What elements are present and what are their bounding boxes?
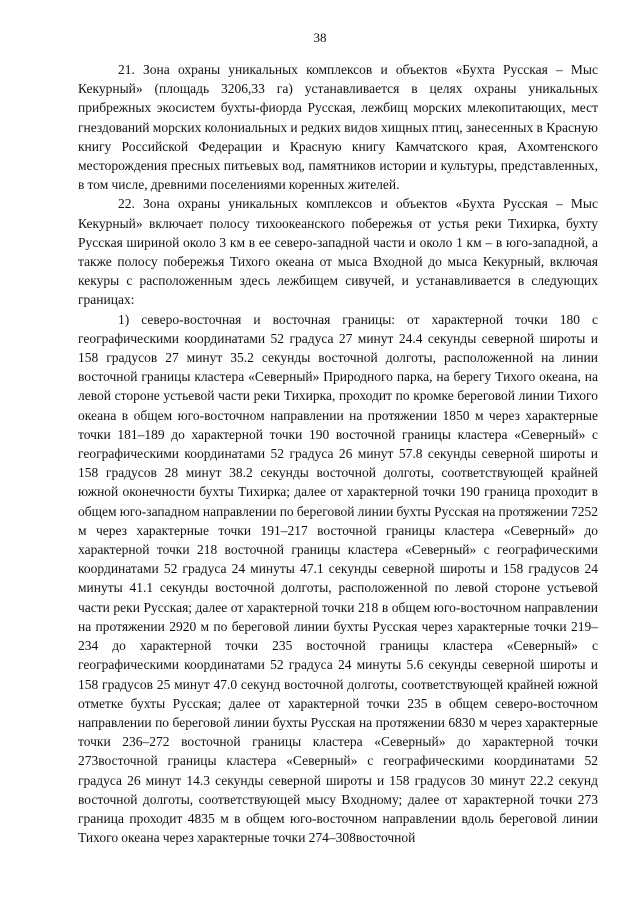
page-number: 38: [313, 30, 327, 45]
paragraph-zone-21: 21. Зона охраны уникальных комплексов и объектов «Бухта Русская – Мыс Кекурный» (площадь 3206,33 га) устанавливается в целях охраны уникальных прибрежных экосистем бухты-фиорда Русская, лежбищ морских млекопитающих, мест гнездований морских колониальных и редких видов хищных птиц, занесенных в Красную книгу Российской Федерации и Красную книгу Камчатского края, Ахомтенского месторождения пресных питьевых вод, памятников истории и культуры, представленных, в том числе, древними поселениями коренных жителей.: [78, 62, 598, 193]
document-body: [78, 60, 598, 847]
paragraph-zone-22: 22. Зона охраны уникальных комплексов и объектов «Бухта Русская – Мыс Кекурный» включает полосу тихоокеанского побережья от устья реки Тихирка, бухту Русская шириной около 3 км в ее северо-западной части и около 1 км – в юго-западной, а также полосу побережья Тихого океана от мыса Входной до мыса Кекурный, включая кекуры с расположенным здесь лежбищем сивучей, и устанавливается в следующих границах:: [78, 196, 598, 308]
paragraph-boundary-1: 1) северо-восточная и восточная границы: от характерной точки 180 с географическими координатами 52 градуса 27 минут 24.4 секунды северной широты и 158 градусов 27 минут 35.2 секунды восточной долготы, расположенной на линии восточной границы кластера «Северный» Природного парка, на берегу Тихого океана, на левой стороне устьевой части реки Тихирка, проходит по кромке береговой линии Тихого океана в общем юго-восточном направлении на протяжении 1850 м через характерные точки 181–189 до характерной точки 190 восточной границы кластера «Северный» с географическими координатами 52 градуса 26 минут 57.8 секунды северной широты и 158 градусов 28 минут 38.2 секунды восточной долготы, соответствующей крайней южной оконечности бухты Тихирка; далее от характерной точки 190 граница проходит в общем юго-западном направлении по береговой линии бухты Русская на протяжении 7252 м через характерные точки 191–217 восточной границы кластера «Северный» до характерной точки 218 восточной границы кластера «Северный» с географическими координатами 52 градуса 24 минуты 47.1 секунды северной широты и 158 градусов 24 минуты 41.1 секунды восточной долготы, расположенной по левой стороне устьевой части реки Русская; далее от характерной точки 218 в общем юго-восточном направлении на протяжении 2920 м по береговой линии бухты Русская через характерные точки 219–234 до характерной точки 235 восточной границы кластера «Северный» с географическими координатами 52 градуса 24 минуты 5.6 секунды северной широты и 158 градусов 25 минут 47.0 секунд восточной долготы, соответствующей крайней южной отметке бухты Русская; далее от характерной точки 235 в общем северо-восточном направлении по береговой линии бухты Русская на протяжении 6830 м через характерные точки 236–272 восточной границы кластера «Северный» до характерной точки 273восточной границы кластера «Северный» с географическими координатами 52 градуса 26 минут 14.3 секунды северной широты и 158 градусов 30 минут 22.2 секунд восточной долготы, соответствующей мысу Входному; далее от характерной точки 273 граница проходит 4835 м в общем юго-восточном направлении вдоль береговой линии Тихого океана через характерные точки 274–308восточной: [78, 311, 598, 846]
